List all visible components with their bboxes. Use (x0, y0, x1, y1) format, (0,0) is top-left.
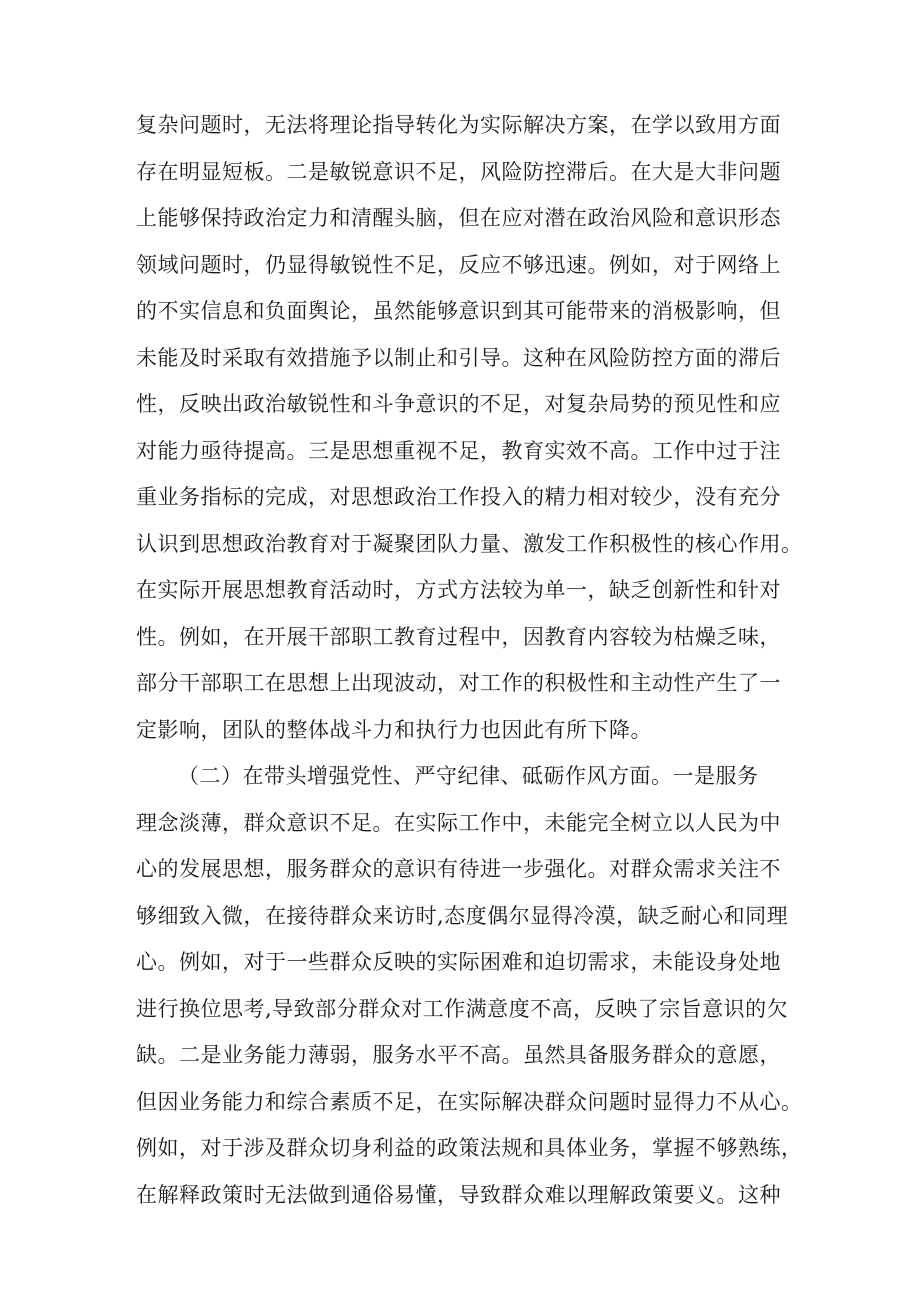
text-line: 在解释政策时无法做到通俗易懂，导致群众难以理解政策要义。这种 (136, 1182, 781, 1207)
text-line: 未能及时采取有效措施予以制止和引导。这种在风险防控方面的滞后 (136, 345, 781, 370)
section-heading-line: （二）在带头增强党性、严守纪律、砥砺作风方面。一是服务 (178, 764, 759, 788)
text-line: 进行换位思考,导致部分群众对工作满意度不高，反映了宗旨意识的欠 (136, 996, 789, 1021)
text-line: 理念淡薄，群众意识不足。在实际工作中，未能完全树立以人民为中 (136, 810, 781, 835)
text-line: 在实际开展思想教育活动时，方式方法较为单一，缺乏创新性和针对 (136, 578, 781, 602)
text-line: 缺。二是业务能力薄弱，服务水平不高。虽然具备服务群众的意愿， (136, 1043, 781, 1067)
text-line: 重业务指标的完成，对思想政治工作投入的精力相对较少，没有充分 (136, 485, 781, 509)
text-line: 复杂问题时，无法将理论指导转化为实际解决方案，在学以致用方面 (136, 113, 781, 137)
body-text (136, 102, 803, 1218)
text-line: 够细致入微，在接待群众来访时,态度偶尔显得冷漠，缺乏耐心和同理 (136, 903, 789, 928)
text-line: 例如，对于涉及群众切身利益的政策法规和具体业务，掌握不够熟练， (136, 1136, 803, 1160)
text-line: 的不实信息和负面舆论，虽然能够意识到其可能带来的消极影响，但 (136, 299, 781, 323)
text-line: 心。例如，对于一些群众反映的实际困难和迫切需求，未能设身处地 (136, 950, 781, 974)
text-line: 性。例如，在开展干部职工教育过程中，因教育内容较为枯燥乏味， (136, 624, 781, 649)
text-line: 对能力亟待提高。三是思想重视不足，教育实效不高。工作中过于注 (136, 438, 781, 463)
text-line: 存在明显短板。二是敏锐意识不足，风险防控滞后。在大是大非问题 (136, 159, 781, 184)
text-line: 部分干部职工在思想上出现波动，对工作的积极性和主动性产生了一 (136, 671, 781, 695)
text-line: 性，反映出政治敏锐性和斗争意识的不足，对复杂局势的预见性和应 (136, 392, 781, 416)
text-line: 领域问题时，仍显得敏锐性不足，反应不够迅速。例如，对于网络上 (136, 252, 781, 277)
text-line: 但因业务能力和综合素质不足，在实际解决群众问题时显得力不从心。 (136, 1089, 803, 1114)
text-line: 心的发展思想，服务群众的意识有待进一步强化。对群众需求关注不 (136, 857, 781, 881)
text-line: 上能够保持政治定力和清醒头脑，但在应对潜在政治风险和意识形态 (136, 206, 781, 230)
text-line: 认识到思想政治教育对于凝聚团队力量、激发工作积极性的核心作用。 (136, 531, 803, 556)
text-line: 定影响，团队的整体战斗力和执行力也因此有所下降。 (136, 717, 652, 742)
